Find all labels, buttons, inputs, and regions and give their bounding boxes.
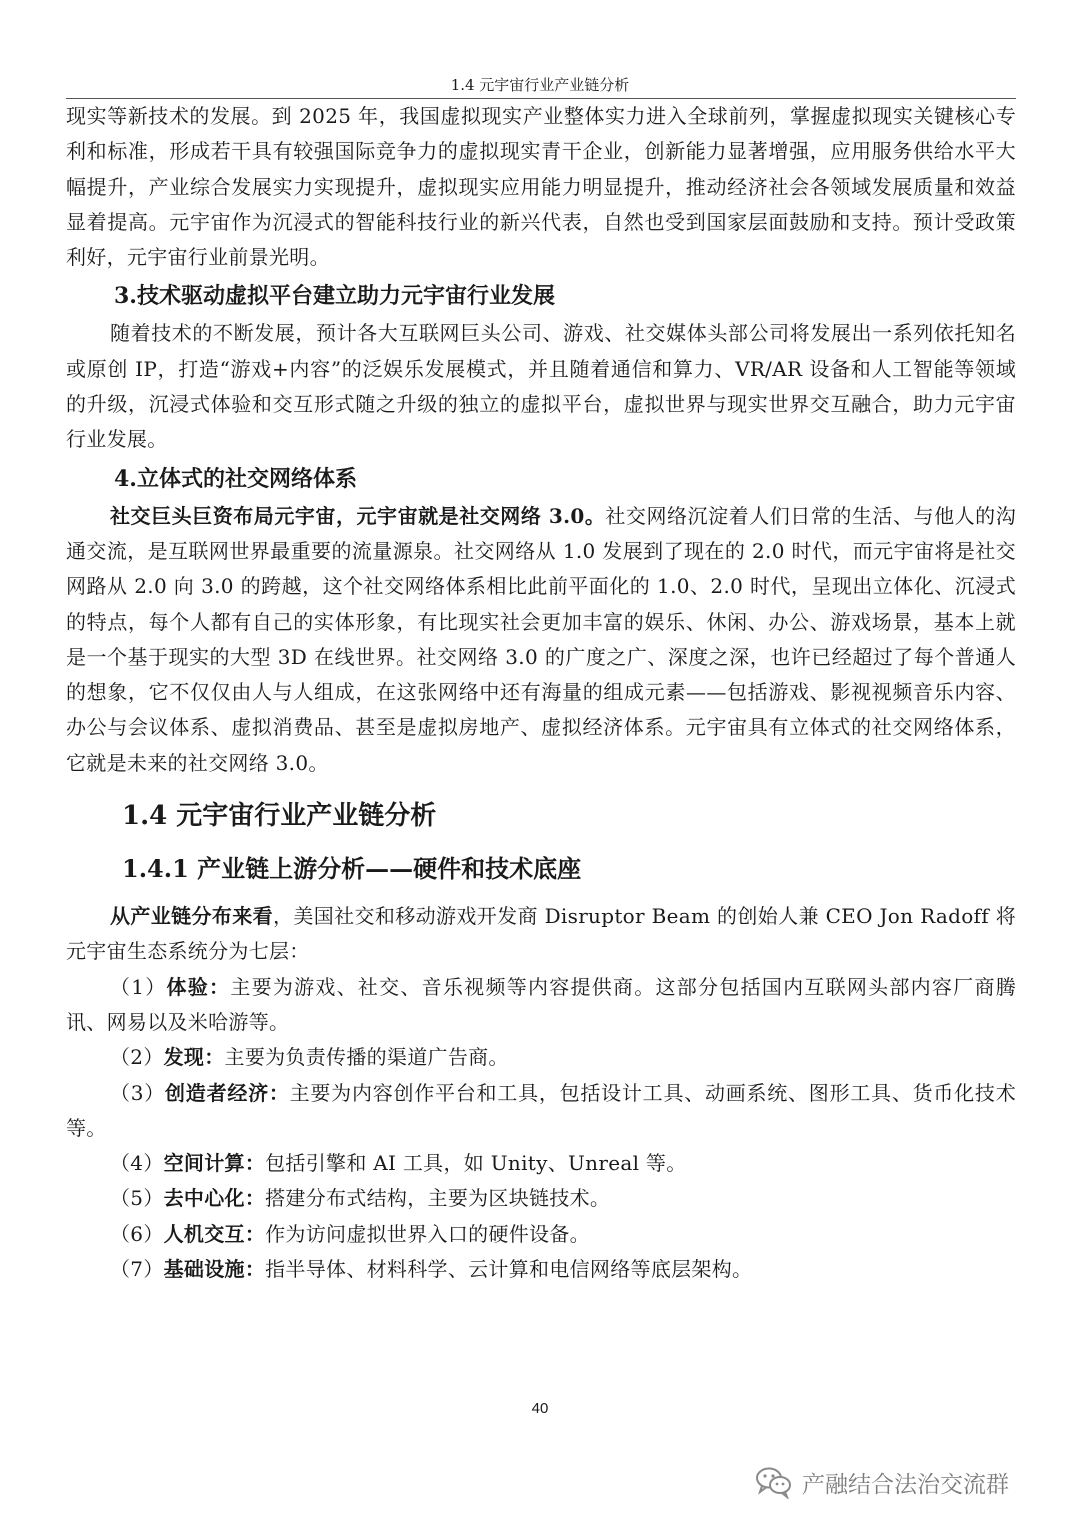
layer-description: 作为访问虚拟世界入口的硬件设备。 — [265, 1221, 590, 1246]
section-heading-industry-chain: 1.4 元宇宙行业产业链分析 — [122, 801, 437, 832]
layer-description: 包括引擎和 AI 工具，如 Unity、Unreal 等。 — [265, 1151, 687, 1176]
layer-list — [66, 970, 1016, 1288]
layer-item — [66, 1217, 1016, 1252]
layer-description: 主要为负责传播的渠道广告商。 — [224, 1045, 509, 1070]
heading-social-network: 4.立体式的社交网络体系 — [114, 465, 357, 492]
layer-number: （6） — [110, 1221, 164, 1246]
layer-term: 空间计算： — [163, 1151, 266, 1176]
paragraph-policy-outlook: 现实等新技术的发展。到 2025 年，我国虚拟现实产业整体实力进入全球前列，掌握虚拟现实关键核心专利和标准，形成若干具有较强国际竞争力的虚拟现实青干企业，创新能力显著增强，应用服务供给水平大幅提升，产业综合发展实力实现提升，虚拟现实应用能力明显提升，推动经济社会各领域发展质量和效益显着提高。元宇宙作为沉浸式的智能科技行业的新兴代表，自然也受到国家层面鼓励和支持。预计受政策利好，元宇宙行业前景光明。 — [66, 104, 1016, 270]
layer-term: 发现： — [163, 1045, 225, 1070]
page-number: 40 — [531, 1400, 549, 1417]
layer-number: （5） — [110, 1186, 164, 1211]
layer-description: 搭建分布式结构，主要为区块链技术。 — [265, 1186, 611, 1211]
wechat-icon — [754, 1465, 794, 1499]
layer-number: （3） — [110, 1080, 166, 1105]
layer-number: （2） — [110, 1045, 164, 1070]
layer-item — [66, 1252, 1016, 1287]
layer-term: 体验： — [166, 974, 231, 999]
layer-term: 人机交互： — [163, 1221, 266, 1246]
layer-description: 主要为游戏、社交、音乐视频等内容提供商。这部分包括国内互联网头部内容厂商腾讯、网易以及米哈游等。 — [66, 974, 1017, 1034]
layer-item — [66, 1076, 1016, 1147]
social-network-lead: 社交巨头巨资布局元宇宙，元宇宙就是社交网络 3.0。 — [110, 503, 606, 528]
page-body — [66, 99, 1016, 1287]
layer-item — [66, 1040, 1016, 1075]
watermark-text: 产融结合法治交流群 — [802, 1471, 1009, 1498]
layer-item — [66, 1181, 1016, 1216]
running-header: 1.4 元宇宙行业产业链分析 — [450, 76, 630, 94]
layer-number: （1） — [110, 974, 167, 999]
heading-tech-driven: 3.技术驱动虚拟平台建立助力元宇宙行业发展 — [114, 283, 555, 310]
paragraph-tech-driven: 随着技术的不断发展，预计各大互联网巨头公司、游戏、社交媒体头部公司将发展出一系列依托知名或原创 IP，打造“游戏+内容”的泛娱乐发展模式，并且随着通信和算力、VR/AR 设备和人工智能等领域的升级，沉浸式体验和交互形式随之升级的独立的虚拟平台，虚拟世界与现实世界交互融合，助力元宇宙行业发展。 — [66, 321, 1016, 452]
layer-item — [66, 1146, 1016, 1181]
seven-layers-text: ，美国社交和移动游戏开发商 Disruptor Beam 的创始人兼 CEO Jon Radoff 将元宇宙生态系统分为七层： — [66, 904, 1016, 964]
layer-number: （4） — [110, 1151, 164, 1176]
paragraph-social-network — [66, 499, 1016, 781]
watermark — [754, 1462, 1009, 1502]
layer-item — [66, 970, 1016, 1041]
social-network-text: 社交网络沉淀着人们日常的生活、与他人的沟通交流，是互联网世界最重要的流量源泉。社交网络从 1.0 发展到了现在的 2.0 时代，而元宇宙将是社交网路从 2.0 向 3.0 的跨越，这个社交网络体系相比此前平面化的 1.0、2.0 时代，呈现出立体化、沉浸式的特点，每个人都有自己的实体形象，有比现实社会更加丰富的娱乐、休闲、办公、游戏场景，基本上就是一个基于现实的大型 3D 在线世界。社交网络 3.0 的广度之广、深度之深，也许已经超过了每个普通人的想象，它不仅仅由人与人组成，在这张网络中还有海量的组成元素——包括游戏、影视视频音乐内容、办公与会议体系、虚拟消费品、甚至是虚拟房地产、虚拟经济体系。元宇宙具有立体式的社交网络体系，它就是未来的社交网络 3.0。 — [66, 503, 1017, 775]
layer-description: 指半导体、材料科学、云计算和电信网络等底层架构。 — [265, 1257, 753, 1282]
subsection-heading-upstream: 1.4.1 产业链上游分析——硬件和技术底座 — [122, 854, 582, 884]
layer-number: （7） — [110, 1257, 164, 1282]
seven-layers-lead: 从产业链分布来看 — [110, 904, 273, 929]
paragraph-seven-layers-intro — [66, 899, 1016, 970]
layer-description: 主要为内容创作平台和工具，包括设计工具、动画系统、图形工具、货币化技术等。 — [66, 1080, 1017, 1140]
layer-term: 去中心化： — [163, 1186, 266, 1211]
layer-term: 创造者经济： — [165, 1080, 290, 1105]
layer-term: 基础设施： — [163, 1257, 266, 1282]
